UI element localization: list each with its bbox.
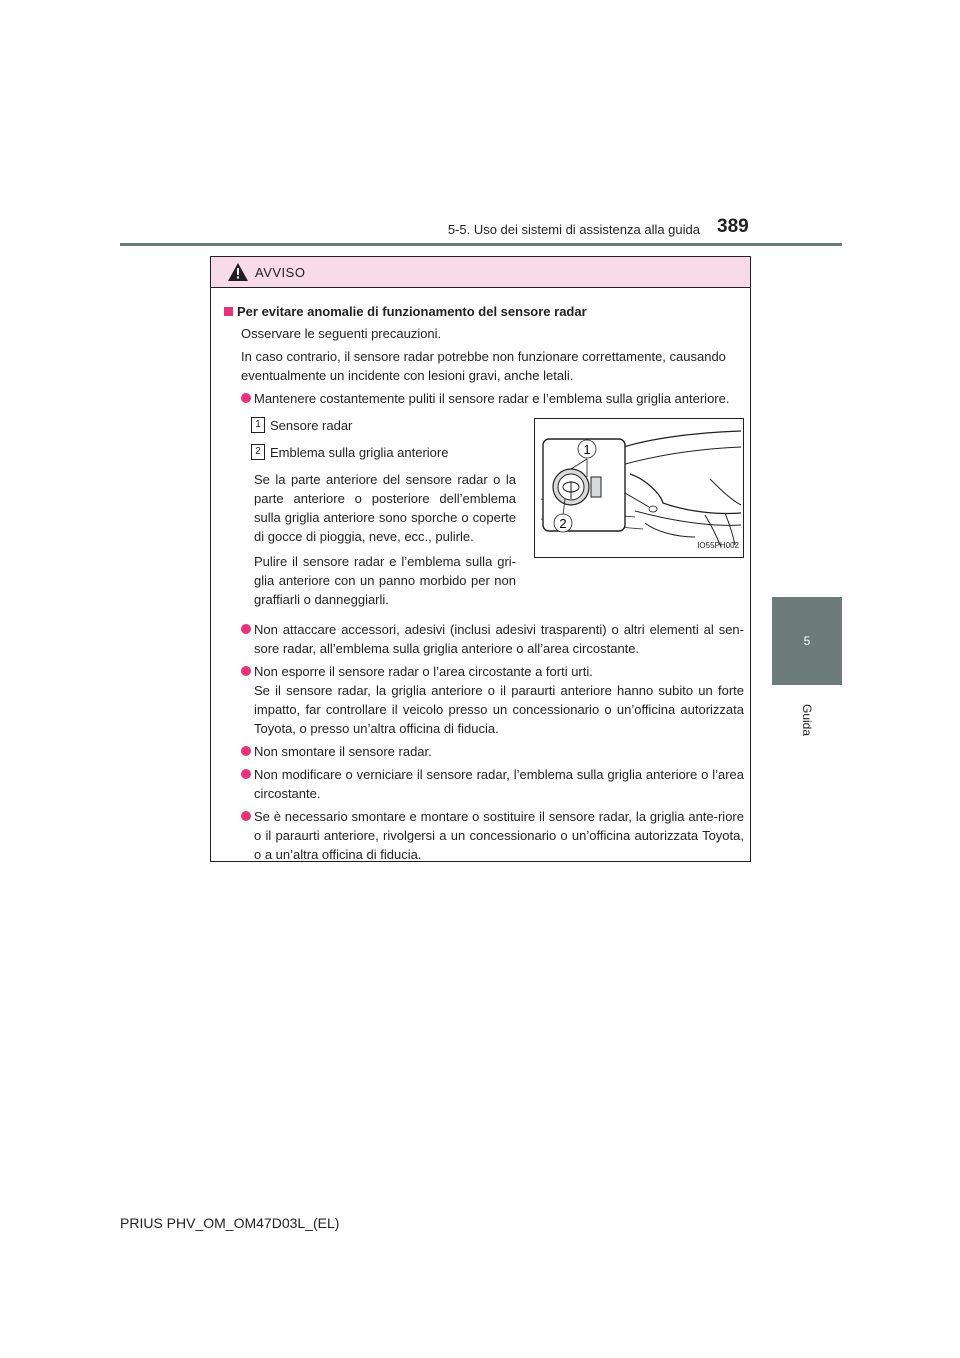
bullet-dot-icon — [241, 811, 251, 821]
bullet-dot-icon — [241, 666, 251, 676]
warning-body — [211, 288, 750, 864]
page-number: 389 — [717, 216, 749, 237]
callout-list — [254, 416, 516, 615]
callout-note-2: Pulire il sensore radar e l’emblema sulla gri-glia anteriore con un panno morbido per non graffiarli o danneggiarli. — [254, 554, 516, 607]
figure-row — [224, 416, 744, 616]
bullet-detail-text: Se il sensore radar, la griglia anteriore o il paraurti anteriore hanno subito un forte impatto, far controllare il veicolo presso un concessionario o un’officina autorizzata Toyota, o presso un’altra officina di fiducia. — [254, 683, 744, 736]
bullet-item — [224, 765, 744, 803]
header-rule — [120, 243, 842, 246]
figure-label-1: 1 — [583, 442, 591, 457]
warning-box — [210, 256, 751, 862]
warning-header — [211, 257, 750, 288]
warning-heading: Per evitare anomalie di funzionamento del sensore radar — [224, 302, 744, 321]
bullet-dot-icon — [241, 624, 251, 634]
bullet-item — [224, 807, 744, 864]
bullet-dot-icon — [241, 769, 251, 779]
bullet-item — [224, 742, 744, 761]
bullet-text: Non esporre il sensore radar o l’area circostante a forti urti. — [254, 664, 593, 679]
chapter-number: 5 — [803, 634, 811, 648]
bullet-text: Non smontare il sensore radar. — [254, 744, 432, 759]
intro-text-2: In caso contrario, il sensore radar potrebbe non funzionare correttamente, causando eventualmente un incidente con lesioni gravi, anche letali. — [241, 349, 726, 383]
bullet-text: Non attaccare accessori, adesivi (inclusi adesivi trasparenti) o altri elementi al sen-sore radar, all’emblema sulla griglia anteriore o all’area circostante. — [254, 622, 744, 656]
chapter-tab — [772, 597, 842, 685]
bullet-text: Non modificare o verniciare il sensore radar, l’emblema sulla griglia anteriore o l’area circostante. — [254, 767, 744, 801]
intro-text-1: Osservare le seguenti precauzioni. — [241, 326, 442, 341]
bullet-dot-icon — [241, 746, 251, 756]
callout-label: Sensore radar — [270, 418, 353, 433]
callout-number: 1 — [251, 417, 265, 433]
callout-number: 2 — [251, 444, 265, 460]
bullet-text: Se è necessario smontare e montare o sostituire il sensore radar, la griglia ante-riore o il paraurti anteriore, rivolgersi a un concessionario o un’officina autorizzata Toyota, o a un’altra officina di fiducia. — [254, 809, 744, 862]
callout-item — [254, 416, 516, 435]
bullet-item — [224, 620, 744, 658]
chapter-label — [772, 690, 842, 750]
chapter-label-text: Guida — [800, 703, 814, 737]
bullet-item — [224, 662, 744, 738]
bullet-text: Mantenere costantemente puliti il sensore radar e l’emblema sulla griglia anteriore. — [254, 391, 730, 406]
bullet-item — [224, 389, 744, 408]
callout-note-1: Se la parte anteriore del sensore radar o la parte anteriore o posteriore dell’emblema sulla griglia anteriore sono sporche o coperte di gocce di pioggia, neve, ecc., pulirle. — [254, 472, 516, 544]
warning-triangle-icon — [228, 263, 248, 281]
bullet-dot-icon — [241, 393, 251, 403]
radar-sensor-figure — [534, 418, 744, 558]
section-title: 5-5. Uso dei sistemi di assistenza alla guida — [447, 222, 700, 237]
warning-title: AVVISO — [255, 265, 306, 280]
callout-item — [254, 443, 516, 462]
callout-label: Emblema sulla griglia anteriore — [270, 445, 449, 460]
figure-label-2: 2 — [559, 516, 567, 531]
footer-doc-code: PRIUS PHV_OM_OM47D03L_(EL) — [120, 1215, 340, 1231]
figure-code: IO55PH002 — [697, 541, 739, 550]
